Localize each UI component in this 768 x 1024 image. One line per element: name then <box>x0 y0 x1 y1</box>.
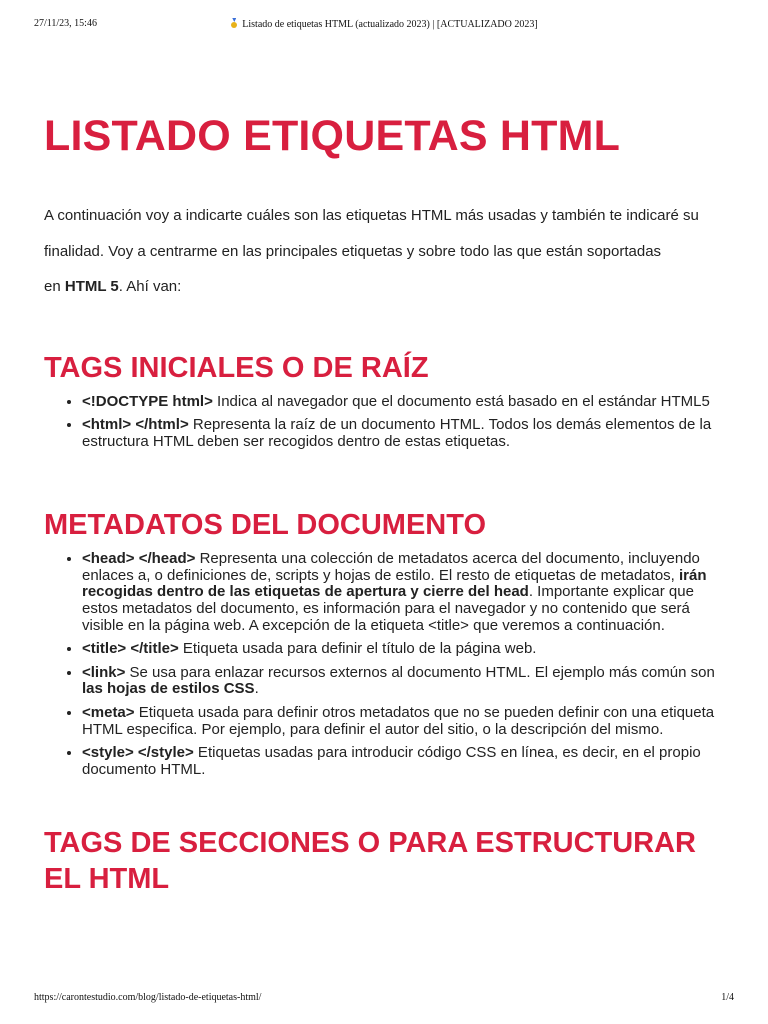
tag-description: Indica al navegador que el documento está basado en el estándar HTML5 <box>212 392 710 410</box>
tag-description: Representa una colección de metadatos acerca del documento, incluyendo enlaces a, o definiciones de, scripts y hojas de estilo. El resto de etiquetas de metadatos, <box>82 550 700 584</box>
list-item <box>82 665 724 698</box>
tag-name: <html> </html> <box>82 416 189 434</box>
article-content <box>44 108 724 897</box>
tag-description: Se usa para enlazar recursos externos al documento HTML. El ejemplo más común son <box>125 663 715 681</box>
intro-line: finalidad. Voy a centrarme en las principales etiquetas y sobre todo las que están soportadas <box>44 242 662 260</box>
intro-text: en <box>44 278 65 295</box>
tag-name: <title> </title> <box>82 640 179 658</box>
print-doc-title <box>34 18 734 30</box>
list-item <box>82 551 724 634</box>
section-heading-metadata: METADATOS DEL DOCUMENTO <box>44 509 486 542</box>
list-item <box>82 417 724 450</box>
page-number: 1/4 <box>721 992 734 1003</box>
tag-name: <link> <box>82 663 126 681</box>
print-footer <box>34 992 734 1006</box>
section-heading-root-tags: TAGS INICIALES O DE RAÍZ <box>44 351 429 384</box>
metadata-tags-list <box>44 551 724 778</box>
tag-name: <!DOCTYPE html> <box>82 392 213 410</box>
tag-emphasis: irán recogidas dentro de las etiquetas de apertura y cierre del head <box>82 566 707 601</box>
list-item <box>82 394 724 411</box>
tag-emphasis: las hojas de estilos CSS <box>82 680 255 698</box>
medal-icon <box>230 18 238 28</box>
intro-line: A continuación voy a indicarte cuáles son las etiquetas HTML más usadas y también te indicaré su <box>44 207 699 224</box>
tag-description: . <box>254 680 259 698</box>
list-item <box>82 745 724 778</box>
intro-bold-html5: HTML 5 <box>64 278 119 295</box>
intro-paragraph <box>44 198 724 305</box>
list-item <box>82 641 724 658</box>
tag-description: Representa la raíz de un documento HTML. Todos los demás elementos de la estructura HTML deben ser recogidos dentro de estas etiquetas. <box>82 416 712 450</box>
intro-text: . Ahí van: <box>118 278 182 295</box>
section-heading-structure: TAGS DE SECCIONES O PARA ESTRUCTURAR EL HTML <box>44 827 697 896</box>
print-url: https://carontestudio.com/blog/listado-de-etiquetas-html/ <box>34 992 262 1003</box>
print-header <box>34 18 734 32</box>
root-tags-list <box>44 394 724 451</box>
print-datetime: 27/11/23, 15:46 <box>34 18 97 29</box>
intro-line <box>44 269 724 305</box>
page-title: LISTADO ETIQUETAS HTML <box>44 112 621 160</box>
list-item <box>82 705 724 738</box>
print-doc-title-text: Listado de etiquetas HTML (actualizado 2023) | [ACTUALIZADO 2023] <box>242 19 538 30</box>
tag-name: <meta> <box>82 704 135 722</box>
tag-name: <style> </style> <box>82 744 194 762</box>
tag-description: . Importante explicar que estos metadatos del documento, es información para el navegador y no contenido que será visible en la página web. A excepción de la etiqueta <title> que veremos a continuación. <box>82 583 694 634</box>
tag-description: Etiqueta usada para definir el título de la página web. <box>178 640 537 658</box>
tag-description: Etiquetas usadas para introducir código CSS en línea, es decir, en el propio documento HTML. <box>82 744 701 778</box>
tag-description: Etiqueta usada para definir otros metadatos que no se pueden definir con una etiqueta HTML especifica. Por ejemplo, para definir el autor del sitio, o la descripción del mismo. <box>82 704 715 738</box>
tag-name: <head> </head> <box>82 550 196 568</box>
